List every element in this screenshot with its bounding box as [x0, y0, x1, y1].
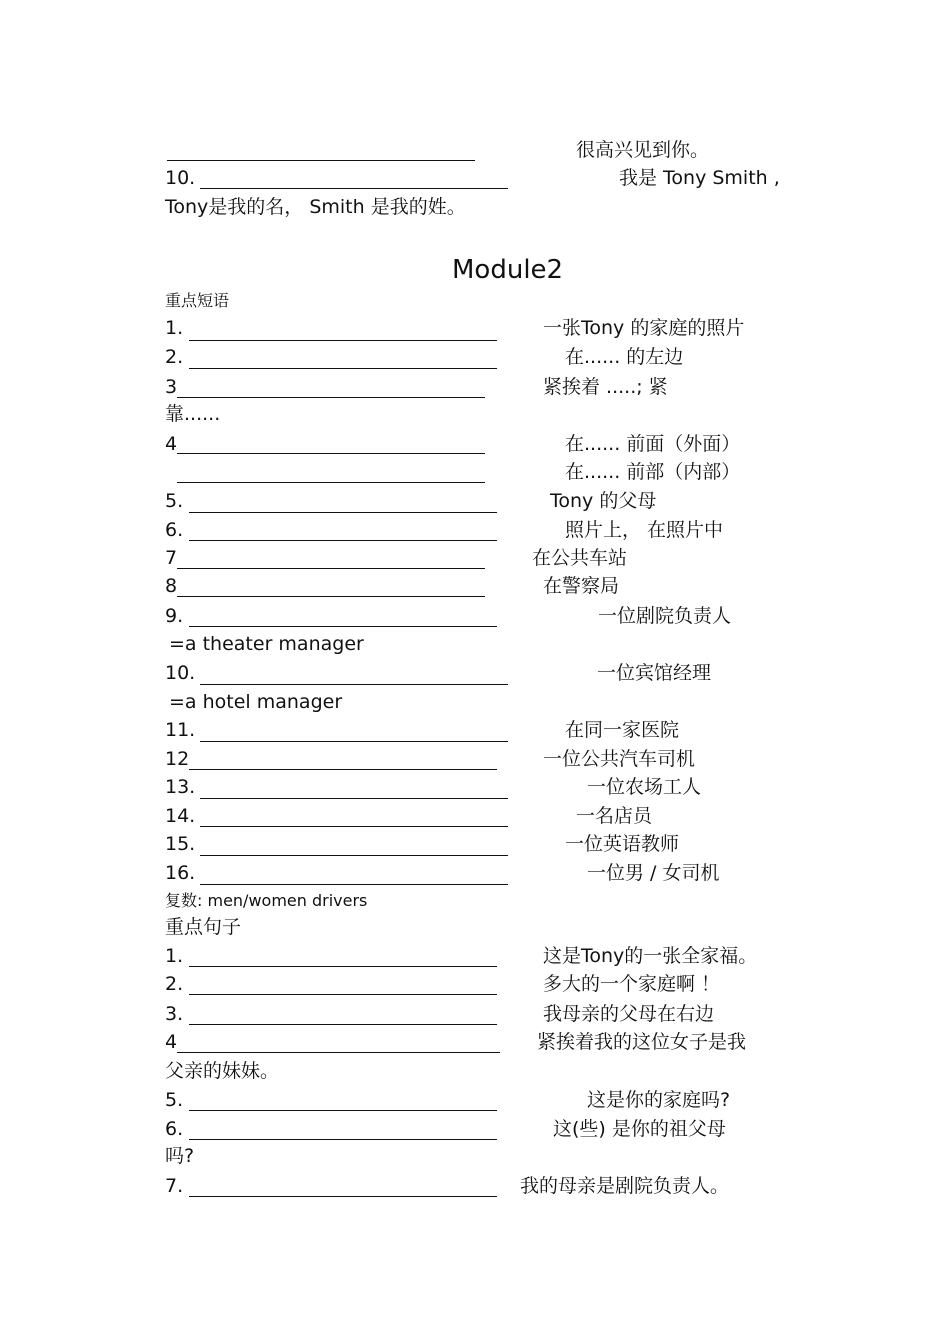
answer-blank[interactable] [200, 855, 508, 856]
answer-blank[interactable] [177, 397, 485, 398]
sentence-chinese: 紧挨着我的这位女子是我 [537, 1031, 747, 1053]
sentence-number: 7. [165, 1175, 184, 1197]
phrase-number: 16. [165, 862, 196, 884]
phrase-chinese: 在公共车站 [532, 547, 628, 569]
phrase-chinese: 在...... 前部（内部） [565, 461, 741, 483]
chinese-prompt-continuation: Tony是我的名， Smith 是我的姓。 [165, 196, 466, 218]
phrase-chinese: 一位农场工人 [587, 776, 702, 798]
phrase-chinese: 一位公共汽车司机 [543, 748, 696, 770]
phrase-number: 12 [165, 748, 190, 770]
sentence-chinese: 这(些) 是你的祖父母 [553, 1118, 726, 1140]
phrase-number: 10. [165, 662, 196, 684]
answer-blank[interactable] [189, 340, 497, 341]
chinese-prompt: 我是 Tony Smith , [619, 167, 780, 189]
phrase-chinese: 一名店员 [576, 805, 653, 827]
phrase-chinese: 一位剧院负责人 [598, 605, 732, 627]
phrase-number: 9. [165, 605, 184, 627]
answer-blank[interactable] [189, 1024, 497, 1025]
answer-blank[interactable] [200, 798, 508, 799]
phrase-english-equivalent: =a theater manager [169, 633, 364, 655]
answer-blank[interactable] [177, 1052, 500, 1053]
sentence-number: 2. [165, 973, 184, 995]
sentence-number: 3. [165, 1003, 184, 1025]
phrase-chinese-continuation: 靠...... [165, 403, 221, 425]
section-heading-phrases: 重点短语 [165, 291, 230, 310]
phrase-number: 6. [165, 519, 184, 541]
phrase-chinese: 一位男 / 女司机 [587, 862, 720, 884]
answer-blank[interactable] [189, 626, 497, 627]
answer-blank[interactable] [189, 1110, 497, 1111]
answer-blank[interactable] [189, 769, 497, 770]
answer-blank[interactable] [200, 684, 508, 685]
answer-blank[interactable] [177, 568, 485, 569]
chinese-prompt: 很高兴见到你。 [576, 139, 710, 161]
sentence-number: 4 [165, 1031, 178, 1053]
answer-blank[interactable] [189, 994, 497, 995]
phrase-chinese: 一位宾馆经理 [597, 662, 712, 684]
answer-blank[interactable] [189, 1139, 497, 1140]
phrase-number: 1. [165, 317, 184, 339]
sentence-number: 6. [165, 1118, 184, 1140]
sentence-number: 1. [165, 945, 184, 967]
answer-blank[interactable] [189, 512, 497, 513]
plural-note: 复数: men/women drivers [165, 891, 368, 910]
answer-blank[interactable] [167, 160, 475, 161]
answer-blank[interactable] [189, 540, 497, 541]
phrase-number: 8 [165, 575, 178, 597]
phrase-english-equivalent: =a hotel manager [169, 691, 343, 713]
phrase-chinese: 紧挨着 .....; 紧 [543, 376, 668, 398]
answer-blank[interactable] [177, 482, 485, 483]
sentence-chinese: 这是Tony的一张全家福。 [543, 945, 758, 967]
phrase-number: 13. [165, 776, 196, 798]
phrase-chinese: 在...... 的左边 [565, 346, 684, 368]
phrase-number: 15. [165, 833, 196, 855]
phrase-chinese: 在...... 前面（外面） [565, 433, 741, 455]
phrase-number: 11. [165, 719, 196, 741]
phrase-chinese: 在警察局 [543, 575, 620, 597]
answer-blank[interactable] [177, 596, 485, 597]
sentence-chinese-continuation: 父亲的妹妹。 [165, 1060, 280, 1082]
phrase-chinese: Tony 的父母 [550, 490, 657, 512]
item-number: 10. [165, 167, 196, 189]
module-title: Module2 [452, 255, 564, 285]
sentence-chinese: 这是你的家庭吗? [587, 1089, 731, 1111]
sentence-chinese: 多大的一个家庭啊 ！ [543, 973, 721, 995]
answer-blank[interactable] [189, 966, 497, 967]
answer-blank[interactable] [200, 826, 508, 827]
sentence-chinese: 我的母亲是剧院负责人。 [520, 1175, 730, 1197]
phrase-number: 3 [165, 376, 178, 398]
phrase-chinese: 在同一家医院 [565, 719, 680, 741]
sentence-chinese: 我母亲的父母在右边 [543, 1003, 715, 1025]
phrase-chinese: 一位英语教师 [565, 833, 680, 855]
section-heading-sentences: 重点句子 [165, 916, 242, 938]
answer-blank[interactable] [200, 741, 508, 742]
phrase-number: 14. [165, 805, 196, 827]
phrase-number: 4 [165, 433, 178, 455]
sentence-number: 5. [165, 1089, 184, 1111]
phrase-number: 2. [165, 346, 184, 368]
answer-blank[interactable] [200, 188, 508, 189]
phrase-chinese: 一张Tony 的家庭的照片 [543, 317, 745, 339]
phrase-chinese: 照片上， 在照片中 [565, 519, 724, 541]
answer-blank[interactable] [189, 1196, 497, 1197]
answer-blank[interactable] [189, 368, 497, 369]
answer-blank[interactable] [200, 884, 508, 885]
sentence-chinese-continuation: 吗? [165, 1145, 195, 1167]
phrase-number: 5. [165, 490, 184, 512]
answer-blank[interactable] [177, 453, 485, 454]
phrase-number: 7 [165, 547, 178, 569]
